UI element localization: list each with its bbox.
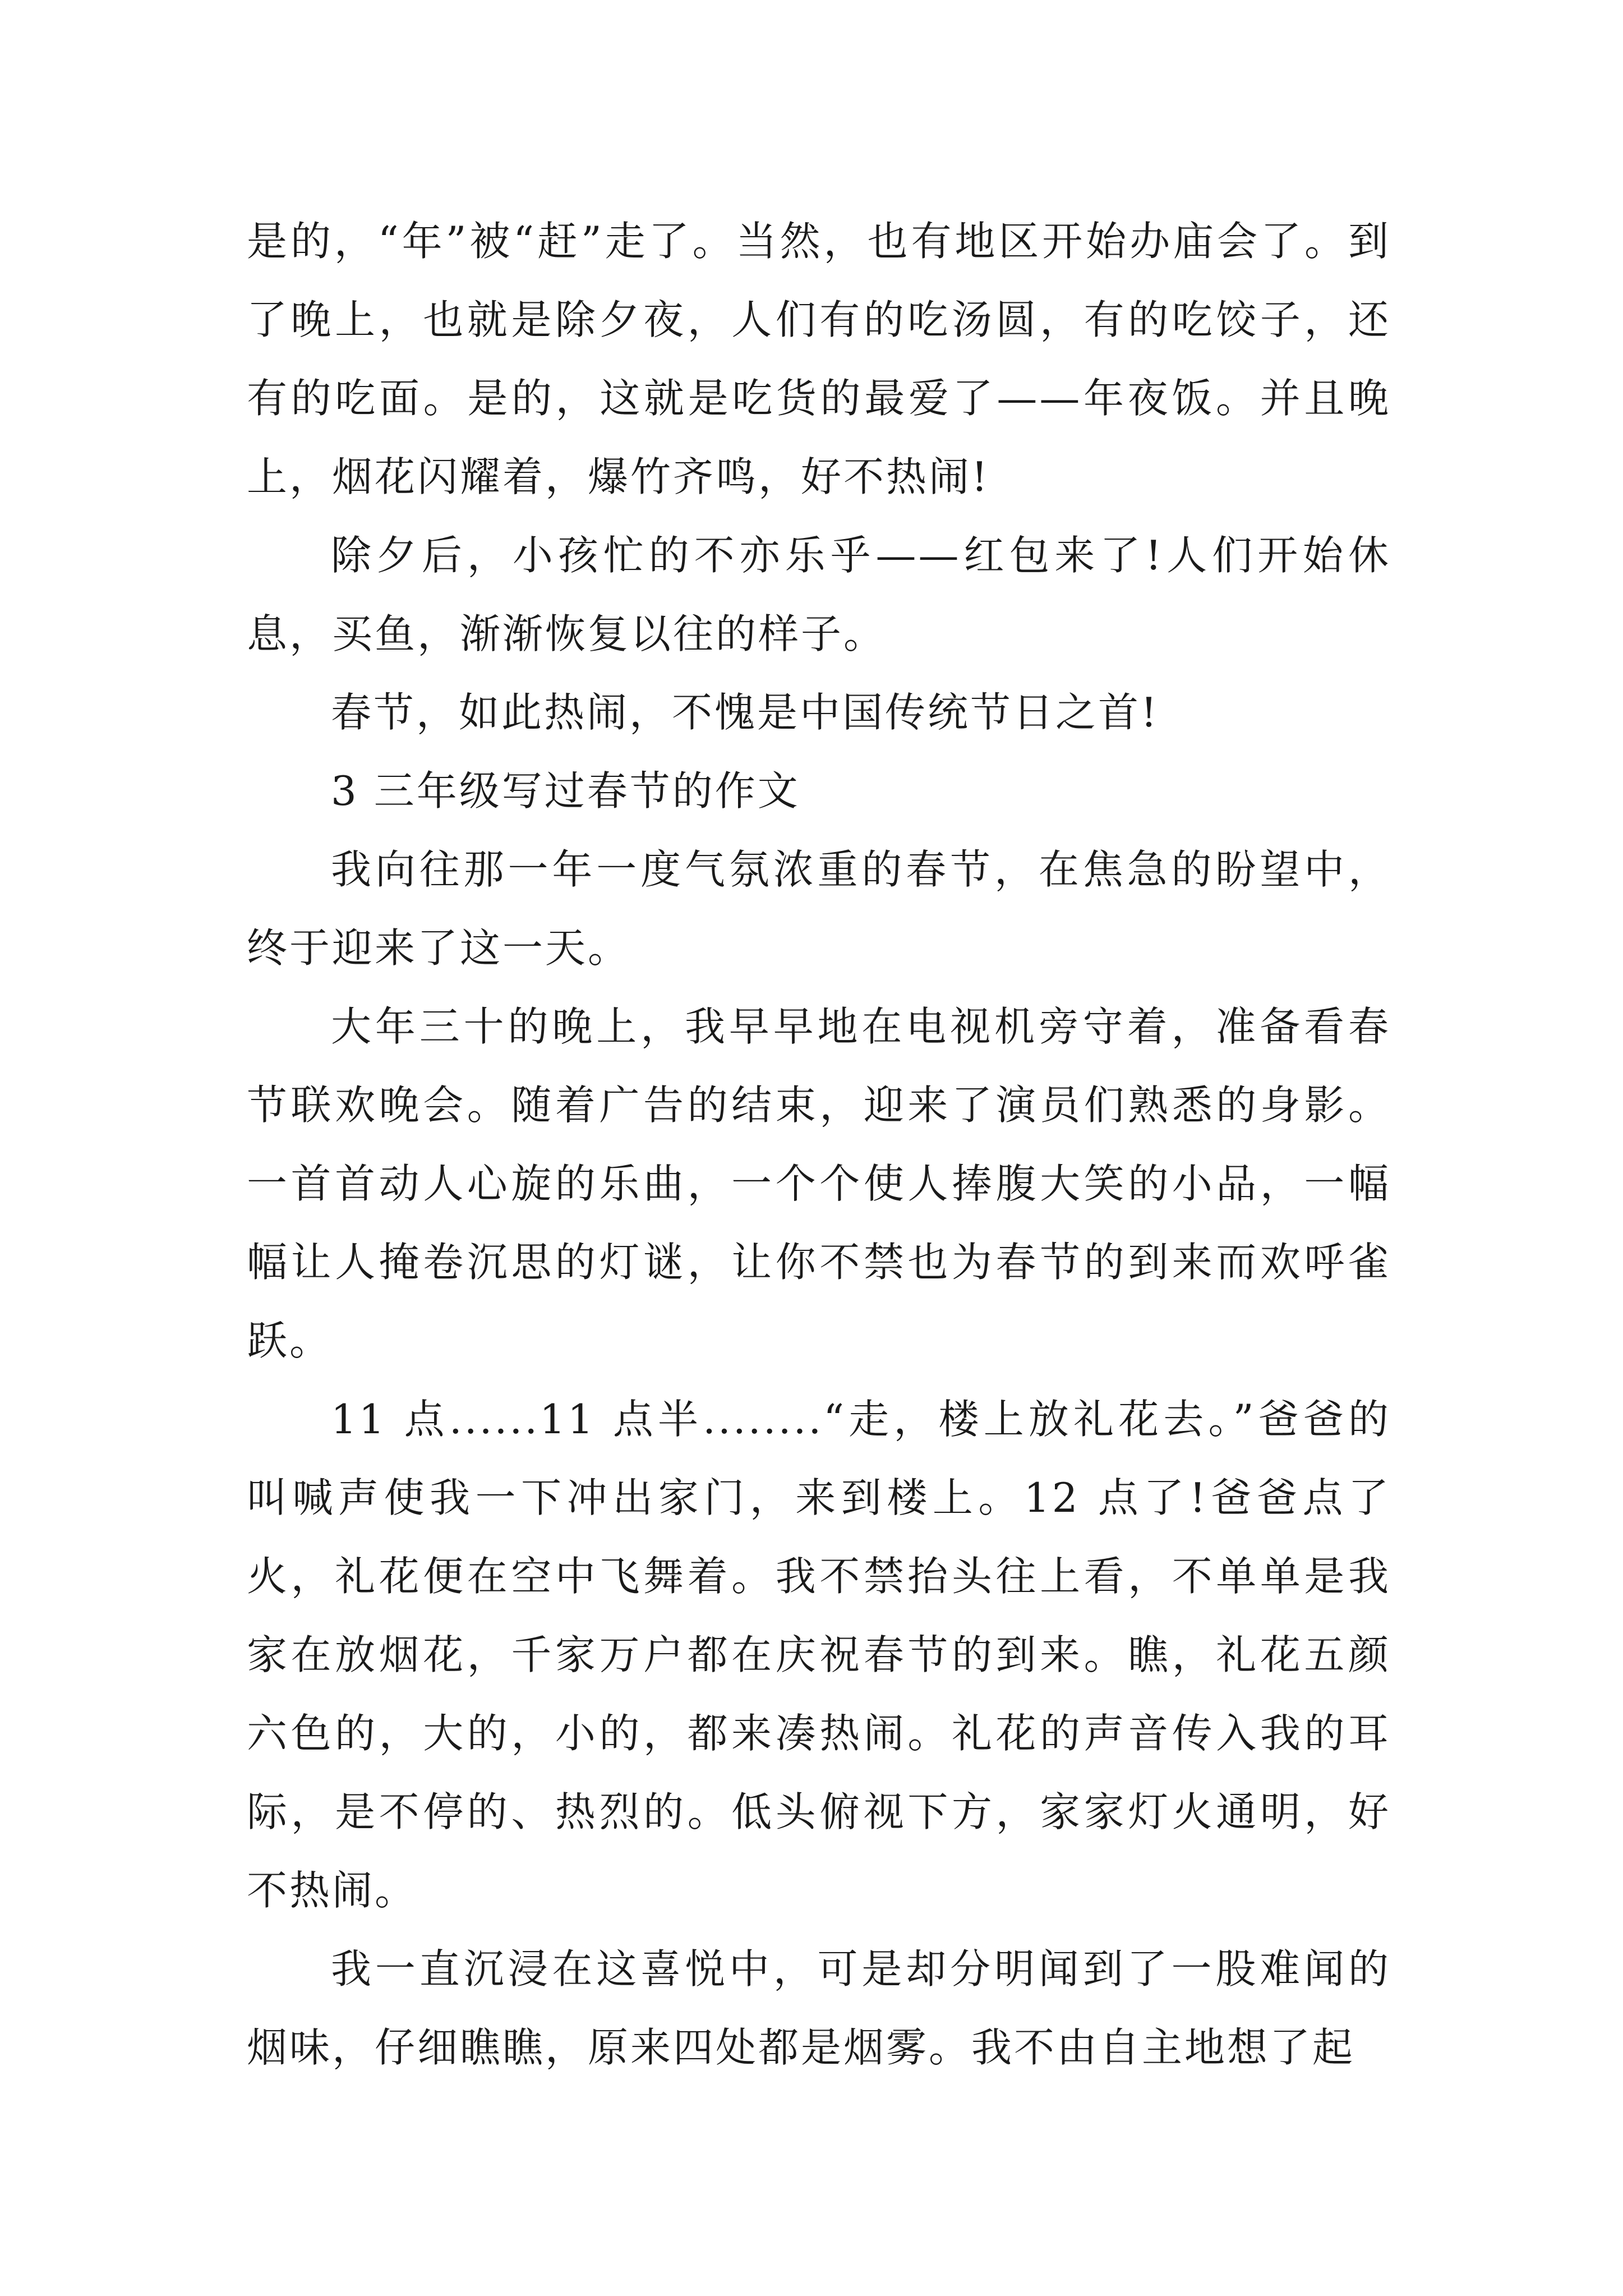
paragraph-1: 是的，“年”被“赶”走了。当然，也有地区开始办庙会了。到了晚上，也就是除夕夜，人们有的吃汤圆，有的吃饺子，还有的吃面。是的，这就是吃货的最爱了——年夜饭。并且晚上，烟花闪耀着，爆竹齐鸣，好不热闹! <box>247 218 1391 500</box>
paragraph-4: 我向往那一年一度气氛浓重的春节，在焦急的盼望中，终于迎来了这一天。 <box>247 846 1391 972</box>
paragraph-5: 大年三十的晚上，我早早地在电视机旁守着，准备看春节联欢晚会。随着广告的结束，迎来了演员们熟悉的身影。一首首动人心旋的乐曲，一个个使人捧腹大笑的小品，一幅幅让人掩卷沉思的灯谜，让你不禁也为春节的到来而欢呼雀跃。 <box>247 1003 1391 1364</box>
paragraph-6: 11 点......11 点半........“走，楼上放礼花去。”爸爸的叫喊声使我一下冲出家门，来到楼上。12 点了!爸爸点了火，礼花便在空中飞舞着。我不禁抬头往上看，不单单是我家在放烟花，千家万户都在庆祝春节的到来。瞧，礼花五颜六色的，大的，小的，都来凑热闹。礼花的声音传入我的耳际，是不停的、热烈的。低头俯视下方，家家灯火通明，好不热闹。 <box>247 1396 1391 1914</box>
document-page <box>247 202 1391 2087</box>
paragraph-3: 春节，如此热闹，不愧是中国传统节日之首! <box>331 689 1159 736</box>
paragraph-2: 除夕后，小孩忙的不亦乐乎——红包来了!人们开始休息，买鱼，渐渐恢复以往的样子。 <box>247 532 1391 657</box>
section-heading: 3 三年级写过春节的作文 <box>331 767 800 815</box>
paragraph-7: 我一直沉浸在这喜悦中，可是却分明闻到了一股难闻的烟味，仔细瞧瞧，原来四处都是烟雾。我不由自主地想了起 <box>247 1945 1391 2071</box>
